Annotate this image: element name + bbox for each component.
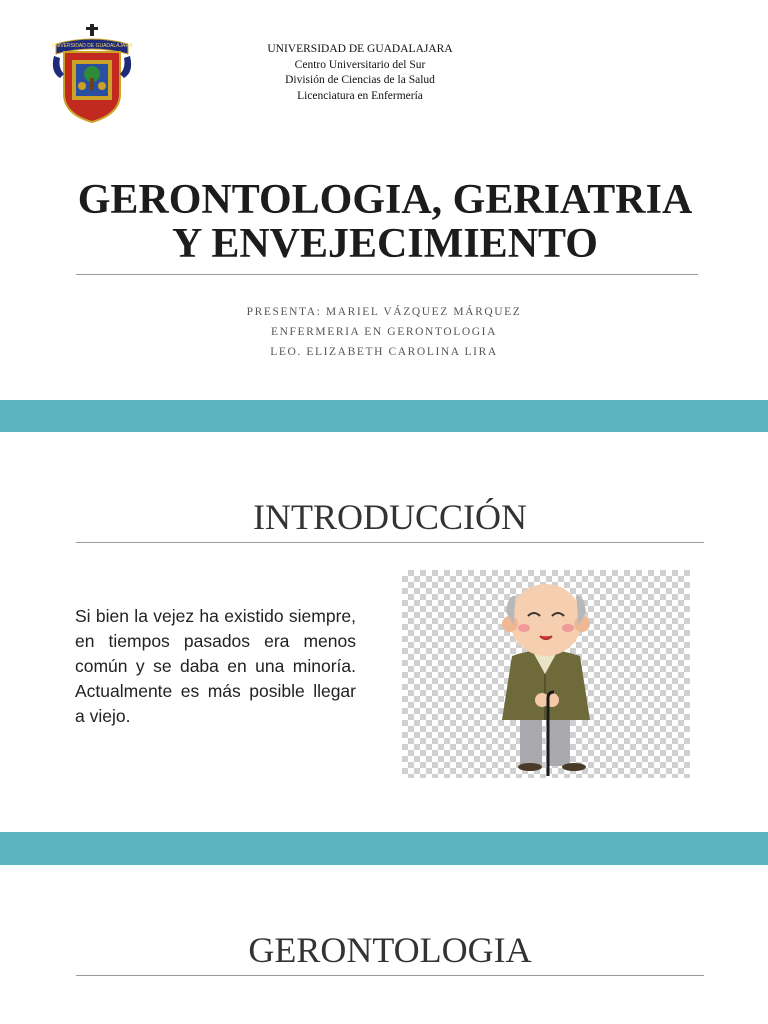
title-slide xyxy=(0,0,768,400)
introduction-slide xyxy=(0,432,768,832)
presenter-info xyxy=(184,302,584,362)
presenter-advisor: LEO. ELIZABETH CAROLINA LIRA xyxy=(270,346,498,358)
cut-off-paragraph xyxy=(75,1015,703,1024)
presenter-name: PRESENTA: MARIEL VÁZQUEZ MÁRQUEZ xyxy=(246,306,522,318)
presenter-program: ENFERMERIA EN GERONTOLOGIA xyxy=(270,326,498,338)
heading-divider xyxy=(76,975,704,976)
slide-separator xyxy=(0,832,768,865)
logo-banner-text: UNIVERSIDAD DE GUADALAJARA xyxy=(51,43,133,49)
slide-title xyxy=(40,178,730,266)
degree-name: Licenciatura en Enfermería xyxy=(297,89,423,102)
elderly-man-illustration xyxy=(402,570,690,778)
slide-separator xyxy=(0,400,768,432)
title-line-2: Y ENVEJECIMIENTO xyxy=(172,221,598,267)
elderly-man-with-cane-icon xyxy=(402,570,690,778)
institution-header xyxy=(200,42,520,104)
university-name: UNIVERSIDAD DE GUADALAJARA xyxy=(267,43,453,55)
section-heading: GERONTOLOGIA xyxy=(248,930,532,970)
university-crest-logo xyxy=(50,22,134,126)
heading-divider xyxy=(76,542,704,543)
campus-name: Centro Universitario del Sur xyxy=(294,58,426,71)
intro-paragraph: Si bien la vejez ha existido siempre, en tiempos pasados era menos común y se daba en una minoría. Actualmente es más posible llegar a viejo. xyxy=(75,606,356,726)
gerontology-slide xyxy=(0,865,768,1024)
division-name: División de Ciencias de la Salud xyxy=(285,74,435,86)
title-line-1: GERONTOLOGIA, GERIATRIA xyxy=(77,177,693,223)
title-divider xyxy=(76,274,698,275)
section-heading: INTRODUCCIÓN xyxy=(253,497,527,537)
